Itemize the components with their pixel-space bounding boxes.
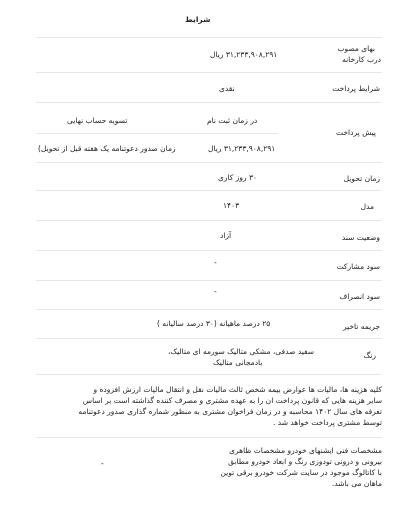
divider	[36, 133, 278, 134]
doc-status-label: وضعیت سند	[341, 233, 380, 242]
divider	[36, 309, 382, 310]
cancellation-profit-label: سود انصراف	[339, 292, 380, 301]
divider	[36, 220, 382, 221]
divider	[36, 280, 382, 281]
color-value-line2: بادمجانی متالیک	[213, 358, 263, 367]
prepayment-col2-header: تسویه حساب نهایی	[67, 116, 128, 125]
specs-note-line4: ماهان می باشد.	[331, 479, 382, 488]
divider	[36, 374, 382, 375]
divider	[36, 37, 382, 38]
costs-note-line4: توسط مشتری پرداخت خواهد شد .	[272, 418, 382, 427]
prepayment-col1-value: ۳۱,۲۳۳,۹۰۸,۲۹۱ ریال	[208, 144, 276, 153]
page-title: شرایط	[185, 15, 211, 24]
specs-note-line2: بیرونی و درونی تودوزی رنگ و ابعاد خودرو مطابق	[228, 457, 382, 466]
divider	[36, 338, 382, 339]
divider	[36, 250, 382, 251]
payment-terms-label: شرایط پرداخت	[332, 84, 380, 93]
divider	[36, 72, 382, 73]
model-label: مدل	[360, 202, 374, 211]
specs-note-line1: مشخصات فنی ایشنهای خودرو مشخصات ظاهری	[229, 446, 382, 455]
divider	[36, 162, 382, 163]
delivery-time-value: ۳۰ روز کاری	[218, 173, 258, 182]
divider	[36, 190, 382, 191]
delivery-time-label: زمان تحویل	[343, 174, 380, 183]
payment-terms-value: نقدی	[219, 84, 235, 93]
specs-note-line3: با کاتالوگ موجود در سایت شرکت خودرو برقی توین	[220, 468, 382, 477]
cancellation-profit-value: -	[214, 287, 217, 296]
specs-note-dash: -	[101, 459, 104, 468]
factory-price-label-2: درب کارخانه	[342, 55, 381, 64]
delay-penalty-value: ۲۵ درصد ماهیانه (۳۰ درصد سالیانه )	[157, 319, 271, 328]
costs-note-line2: سایر هزینه هایی که قانون پرداخت ان را به عهده مشتری و مصرف کننده گذاشته است بر اساس	[82, 396, 382, 405]
factory-price-value: ۳۱,۲۳۳,۹۰۸,۲۹۱ ریال	[210, 50, 278, 59]
partnership-profit-label: سود مشارکت	[336, 262, 380, 271]
model-value: ۱۴۰۳	[223, 201, 240, 210]
doc-status-value: آزاد	[220, 231, 232, 240]
factory-price-label-1: بهای مصوب	[337, 44, 375, 53]
prepayment-col2-value: زمان صدور دعوتنامه یک هفته قبل از تحویل)	[38, 144, 176, 153]
divider	[36, 102, 382, 103]
prepayment-col1-header: در زمان ثبت نام	[207, 116, 258, 125]
partnership-profit-value: -	[214, 258, 217, 267]
costs-note-line3: تعرفه های سال ۱۴۰۲ محاسبه و در زمان فراخوان مشتری به منظور شماره گذاری صدور دعوتنامه	[78, 407, 382, 416]
color-label: رنگ	[363, 351, 376, 360]
divider	[36, 437, 382, 438]
delay-penalty-label: جریمه تاخیر	[342, 322, 380, 331]
color-value-line1: سفید صدفی، مشکی متالیک سورمه ای متالیک،	[168, 347, 315, 356]
prepayment-label: پیش پرداخت	[336, 128, 376, 137]
costs-note-line1: کلیه هزینه ها، مالیات ها عوارض بیمه شخص ثالث مالیات نقل و انتقال مالیات ارزش افزوده و	[93, 385, 382, 394]
